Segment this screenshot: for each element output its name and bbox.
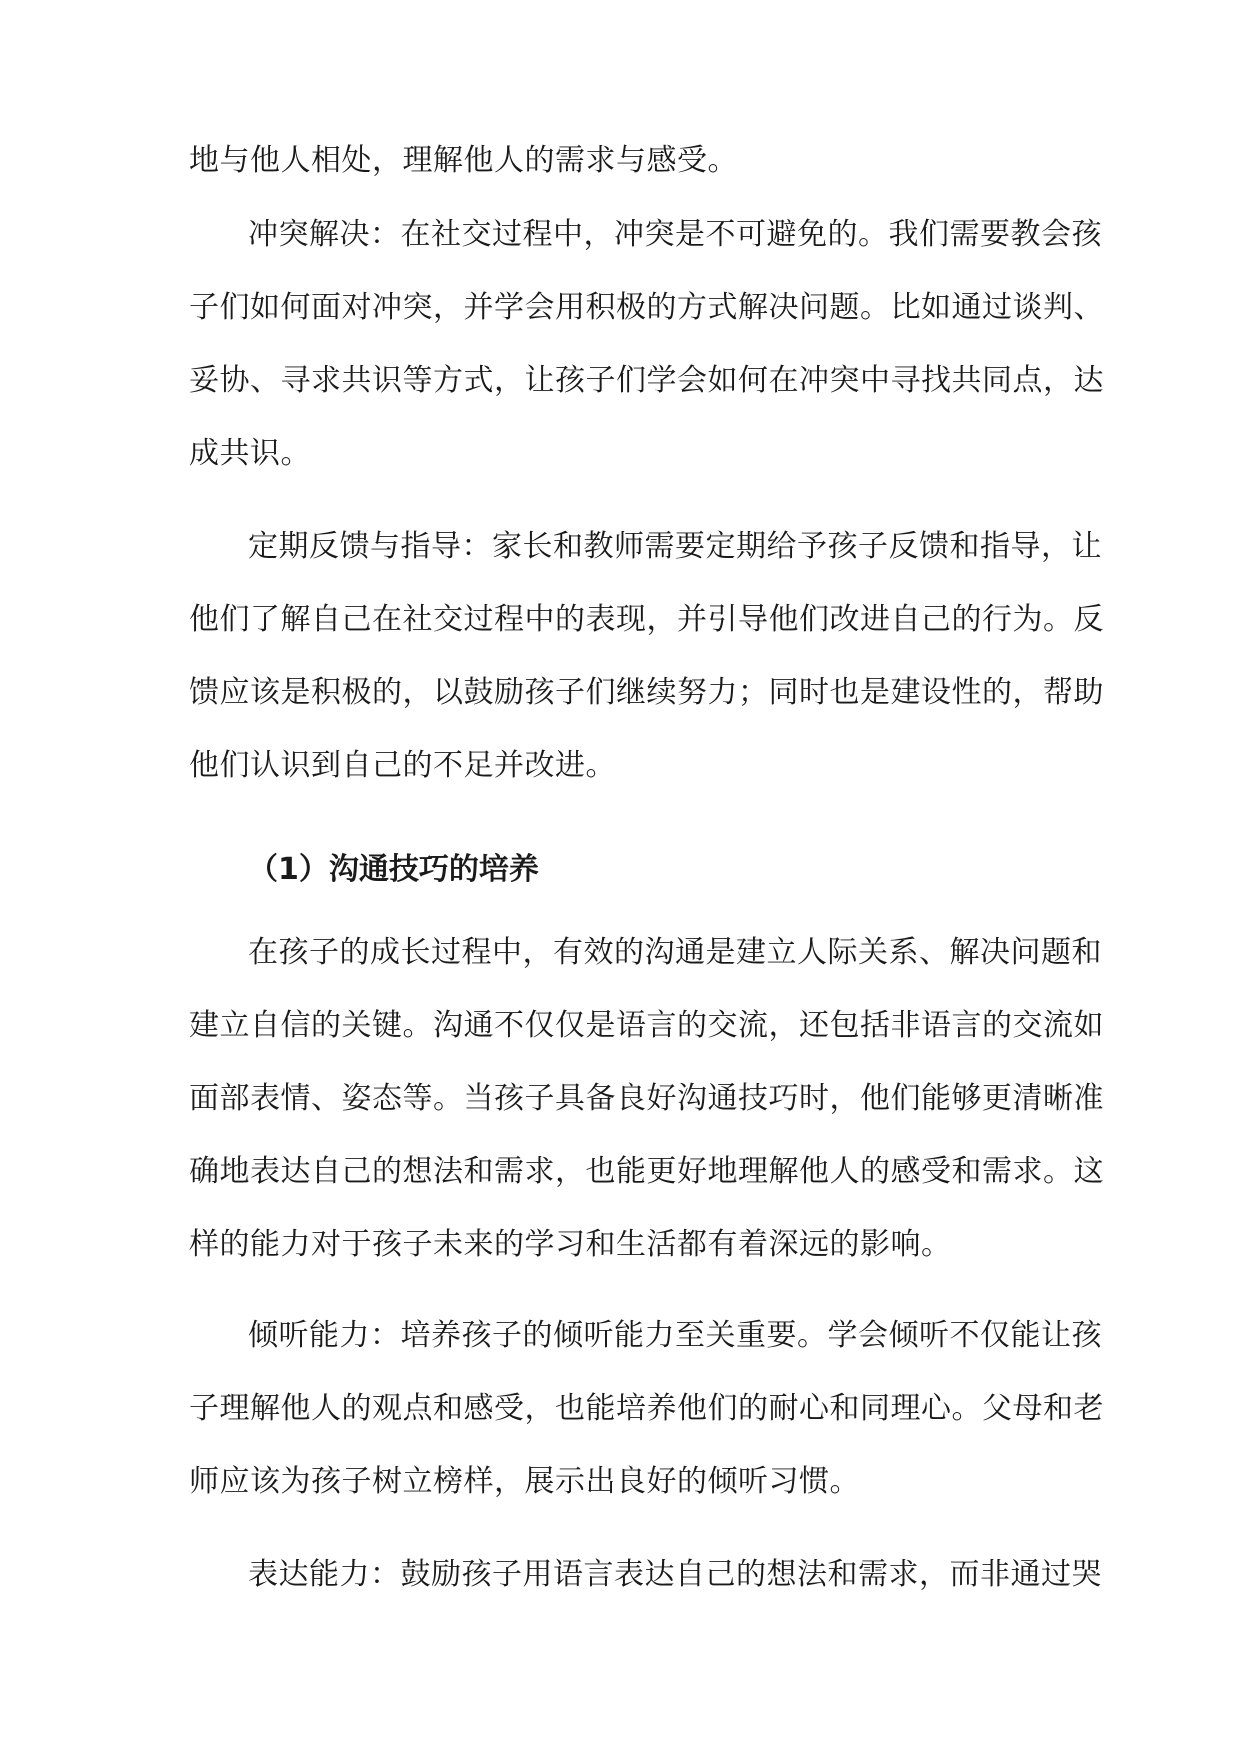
paragraph-line: 师应该为孩子树立榜样，展示出良好的倾听习惯。 bbox=[189, 1464, 860, 1499]
paragraph-line: 倾听能力：培养孩子的倾听能力至关重要。学会倾听不仅能让孩 bbox=[248, 1318, 1102, 1353]
paragraph-line: 面部表情、姿态等。当孩子具备良好沟通技巧时，他们能够更清晰准 bbox=[189, 1081, 1104, 1116]
paragraph-line: 子们如何面对冲突，并学会用积极的方式解决问题。比如通过谈判、 bbox=[189, 290, 1104, 325]
paragraph-line: 他们了解自己在社交过程中的表现，并引导他们改进自己的行为。反 bbox=[189, 602, 1104, 637]
paragraph-line: 他们认识到自己的不足并改进。 bbox=[189, 748, 616, 783]
paragraph-line: 馈应该是积极的，以鼓励孩子们继续努力；同时也是建设性的，帮助 bbox=[189, 675, 1104, 710]
paragraph-line: 表达能力：鼓励孩子用语言表达自己的想法和需求，而非通过哭 bbox=[248, 1557, 1102, 1592]
section-heading: （1）沟通技巧的培养 bbox=[248, 852, 539, 887]
paragraph-line: 成共识。 bbox=[189, 436, 311, 471]
paragraph-line: 子理解他人的观点和感受，也能培养他们的耐心和同理心。父母和老 bbox=[189, 1391, 1104, 1426]
paragraph-line: 定期反馈与指导：家长和教师需要定期给予孩子反馈和指导，让 bbox=[248, 529, 1102, 564]
paragraph-line: 确地表达自己的想法和需求，也能更好地理解他人的感受和需求。这 bbox=[189, 1154, 1104, 1189]
paragraph-line: 地与他人相处，理解他人的需求与感受。 bbox=[189, 143, 738, 178]
paragraph-line: 妥协、寻求共识等方式，让孩子们学会如何在冲突中寻找共同点，达 bbox=[189, 363, 1104, 398]
paragraph-line: 建立自信的关键。沟通不仅仅是语言的交流，还包括非语言的交流如 bbox=[189, 1008, 1104, 1043]
paragraph-line: 冲突解决：在社交过程中，冲突是不可避免的。我们需要教会孩 bbox=[248, 217, 1102, 252]
paragraph-line: 在孩子的成长过程中，有效的沟通是建立人际关系、解决问题和 bbox=[248, 935, 1102, 970]
paragraph-line: 样的能力对于孩子未来的学习和生活都有着深远的影响。 bbox=[189, 1227, 952, 1262]
